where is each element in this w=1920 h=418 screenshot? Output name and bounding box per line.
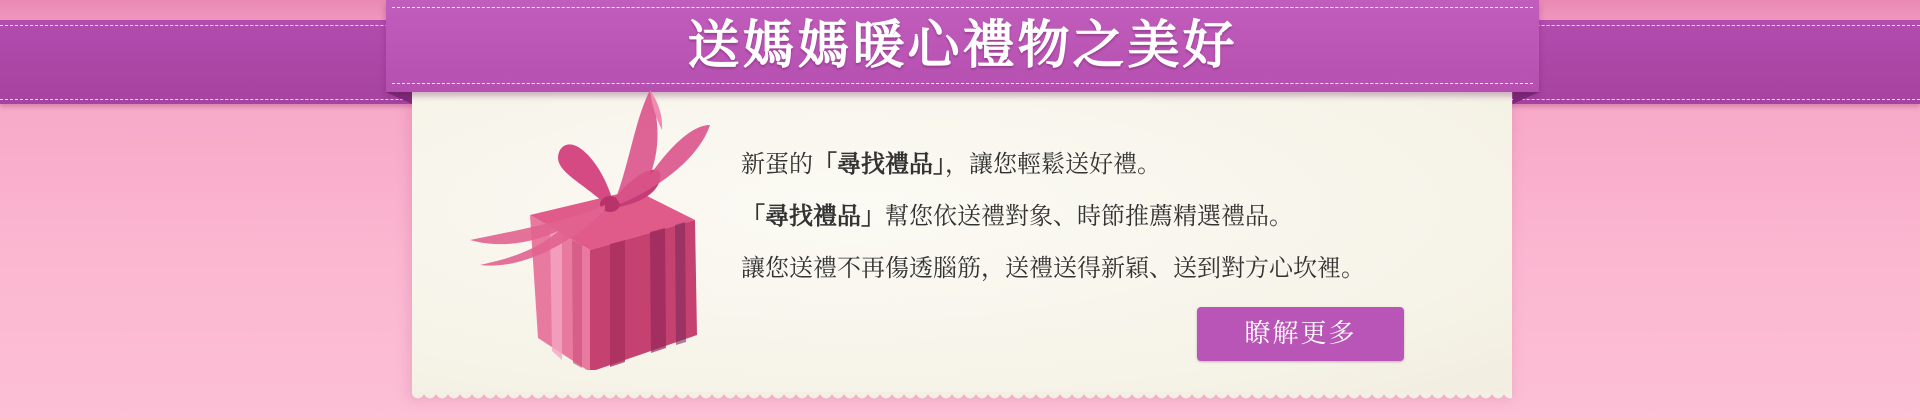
find-gift-highlight-2: 「尋找禮品」	[741, 202, 885, 230]
intro-text	[741, 138, 1461, 294]
banner-title: 送媽媽暖心禮物之美好	[687, 16, 1238, 76]
learn-more-button[interactable]: 瞭解更多	[1197, 307, 1404, 361]
intro-line-3: 讓您送禮不再傷透腦筋，送禮送得新穎、送到對方心坎裡。	[741, 254, 1365, 282]
intro-line-2	[741, 190, 1461, 242]
intro-line-1-suffix: ，讓您輕鬆送好禮。	[945, 150, 1161, 178]
intro-line-1	[741, 138, 1461, 190]
intro-line-1-prefix: 新蛋的	[741, 150, 813, 178]
ribbon-fold-right	[1513, 92, 1539, 104]
card-scalloped-edge	[412, 392, 1512, 404]
ribbon-fold-left	[386, 92, 412, 104]
gift-box-icon	[460, 80, 720, 370]
find-gift-highlight: 「尋找禮品」	[813, 150, 945, 178]
intro-line-2-suffix: 幫您依送禮對象、時節推薦精選禮品。	[885, 202, 1293, 230]
gift-ribbon-tail-right	[616, 90, 710, 204]
